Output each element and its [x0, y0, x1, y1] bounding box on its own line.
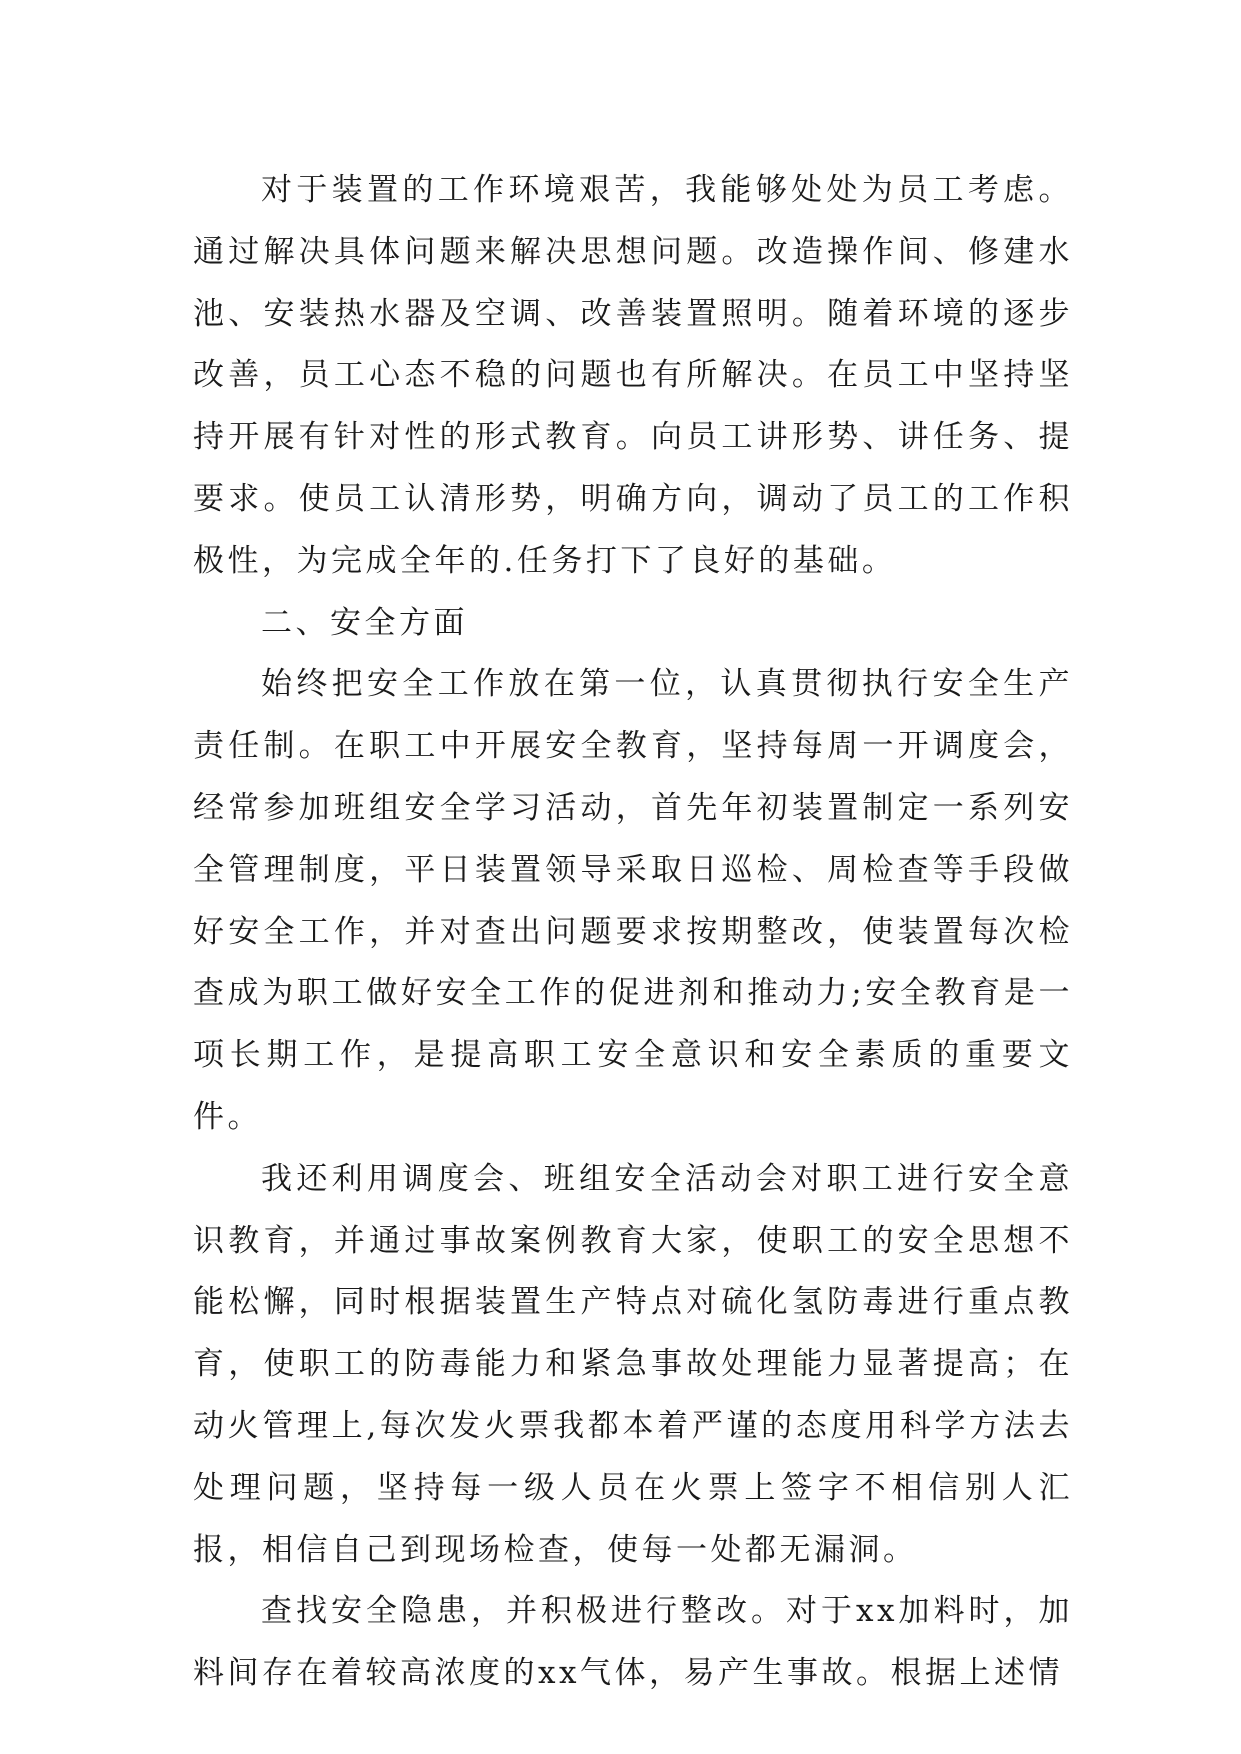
paragraph-work-environment: 对于装置的工作环境艰苦，我能够处处为员工考虑。通过解决具体问题来解决思想问题。改造操作间、修建水池、安装热水器及空调、改善装置照明。随着环境的逐步改善，员工心态不稳的问题也有所解决。在员工中坚持坚持开展有针对性的形式教育。向员工讲形势、讲任务、提要求。使员工认清形势，明确方向，调动了员工的工作积极性，为完成全年的.任务打下了良好的基础。: [193, 172, 1073, 579]
paragraph-safety-education: 我还利用调度会、班组安全活动会对职工进行安全意识教育，并通过事故案例教育大家，使职工的安全思想不能松懈，同时根据装置生产特点对硫化氢防毒进行重点教育，使职工的防毒能力和紧急事故处理能力显著提高；在动火管理上,每次发火票我都本着严谨的态度用科学方法去处理问题，坚持每一级人员在火票上签字不相信别人汇报，相信自己到现场检查，使每一处都无漏洞。: [193, 1160, 1073, 1568]
paragraph-hazard-rectification: 查找安全隐患，并积极进行整改。对于xx加料时，加料间存在着较高浓度的xx气体，易产生事故。根据上述情: [193, 1593, 1073, 1692]
section-heading-safety: 二、安全方面: [261, 604, 468, 641]
paragraph-safety-responsibility: 始终把安全工作放在第一位，认真贯彻执行安全生产责任制。在职工中开展安全教育，坚持每周一开调度会，经常参加班组安全学习活动，首先年初装置制定一系列安全管理制度，平日装置领导采取日巡检、周检查等手段做好安全工作，并对查出问题要求按期整改，使装置每次检查成为职工做好安全工作的促进剂和推动力;安全教育是一项长期工作，是提高职工安全意识和安全素质的重要文件。: [193, 666, 1073, 1135]
document-body: [193, 160, 1073, 1705]
